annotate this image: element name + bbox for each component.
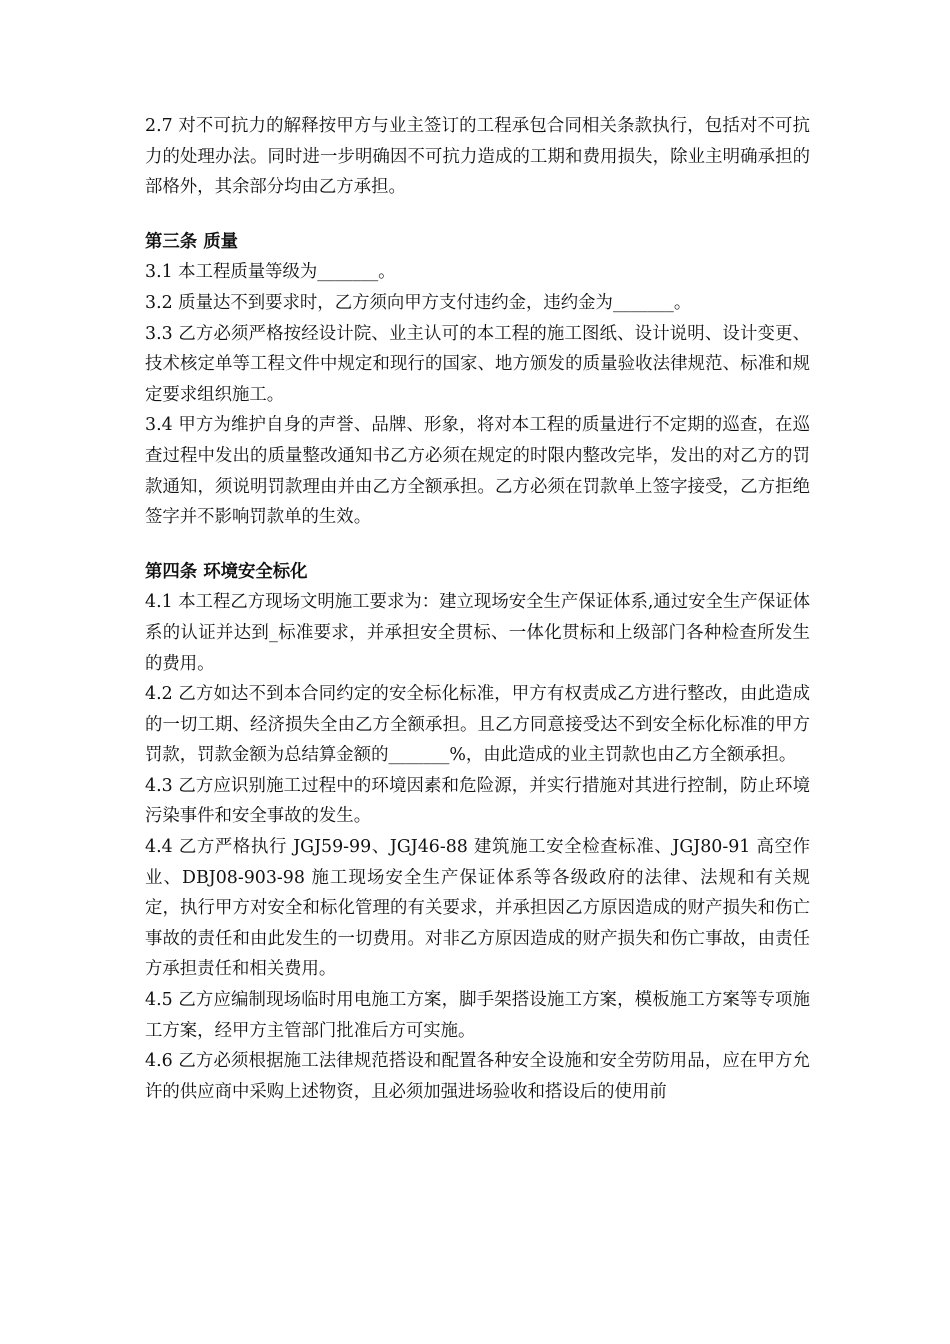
clause-2-7: 2.7 对不可抗力的解释按甲方与业主签订的工程承包合同相关条款执行，包括对不可抗力的处理办法。同时进一步明确因不可抗力造成的工期和费用损失，除业主明确承担的部格外，其余部分均由乙方承担。 (145, 116, 810, 198)
clause-3-1: 3.1 本工程质量等级为_______。 (145, 262, 396, 283)
document-body (145, 111, 810, 1107)
clause-4-4: 4.4 乙方严格执行 JGJ59-99、JGJ46-88 建筑施工安全检查标准、JGJ80-91 高空作业、DBJ08-903-98 施工现场安全生产保证体系等各级政府的法律、法规和有关规定，执行甲方对安全和标化管理的有关要求，并承担因乙方原因造成的财产损失和伤亡事故的责任和由此发生的一切费用。对非乙方原因造成的财产损失和伤亡事故，由责任方承担责任和相关费用。 (145, 837, 810, 980)
clause-3-4: 3.4 甲方为维护自身的声誉、品牌、形象，将对本工程的质量进行不定期的巡查，在巡查过程中发出的质量整改通知书乙方必须在规定的时限内整改完毕，发出的对乙方的罚款通知，须说明罚款理由并由乙方全额承担。乙方必须在罚款单上签字接受，乙方拒绝签字并不影响罚款单的生效。 (145, 415, 810, 528)
clause-4-1: 4.1 本工程乙方现场文明施工要求为：建立现场安全生产保证体系,通过安全生产保证体系的认证并达到_标准要求，并承担安全贯标、一体化贯标和上级部门各种检查所发生的费用。 (145, 592, 810, 674)
section-4-heading: 第四条 环境安全标化 (145, 561, 308, 582)
section-3-heading: 第三条 质量 (145, 231, 239, 252)
clause-4-3: 4.3 乙方应识别施工过程中的环境因素和危险源，并实行措施对其进行控制，防止环境污染事件和安全事故的发生。 (145, 775, 810, 827)
clause-4-6: 4.6 乙方必须根据施工法律规范搭设和配置各种安全设施和安全劳防用品，应在甲方允许的供应商中采购上述物资，且必须加强进场验收和搭设后的使用前 (145, 1051, 810, 1102)
clause-3-2: 3.2 质量达不到要求时，乙方须向甲方支付违约金，违约金为_______。 (145, 292, 692, 313)
clause-4-5: 4.5 乙方应编制现场临时用电施工方案，脚手架搭设施工方案，模板施工方案等专项施工方案，经甲方主管部门批准后方可实施。 (145, 990, 810, 1041)
clause-4-2: 4.2 乙方如达不到本合同约定的安全标化标准，甲方有权责成乙方进行整改，由此造成的一切工期、经济损失全由乙方全额承担。且乙方同意接受达不到安全标化标准的甲方罚款，罚款金额为总结算金额的_______%，由此造成的业主罚款也由乙方全额承担。 (145, 684, 810, 766)
clause-3-3: 3.3 乙方必须严格按经设计院、业主认可的本工程的施工图纸、设计说明、设计变更、技术核定单等工程文件中规定和现行的国家、地方颁发的质量验收法律规范、标准和规定要求组织施工。 (145, 323, 810, 405)
